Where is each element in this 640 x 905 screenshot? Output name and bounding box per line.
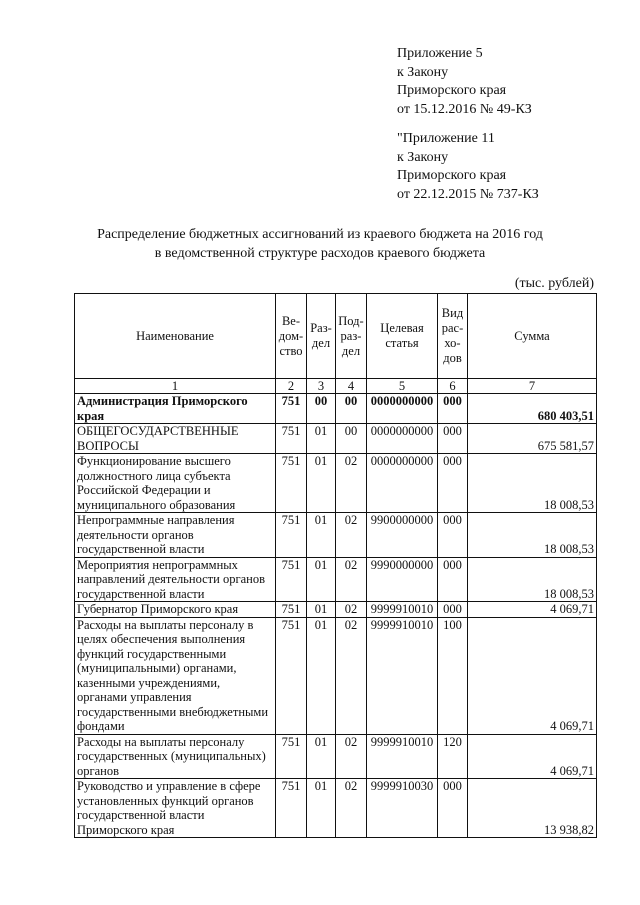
- appendix-line: к Закону: [397, 64, 449, 80]
- row-name: Администрация Приморского края: [75, 394, 276, 424]
- row-exp-type: 000: [438, 454, 468, 513]
- row-subsection: 02: [336, 557, 367, 602]
- row-exp-type: 000: [438, 779, 468, 838]
- table-row: [75, 602, 597, 618]
- row-exp-type: 100: [438, 617, 468, 734]
- appendix-current-block: [397, 45, 532, 119]
- row-sum: 13 938,82: [468, 779, 597, 838]
- row-dept: 751: [276, 513, 307, 558]
- row-sum: 4 069,71: [468, 602, 597, 618]
- header-section: Раз- дел: [307, 294, 336, 379]
- appendix-line: от 15.12.2016 № 49-КЗ: [397, 101, 532, 117]
- row-section: 01: [307, 424, 336, 454]
- row-section: 01: [307, 454, 336, 513]
- row-exp-type: 000: [438, 557, 468, 602]
- row-dept: 751: [276, 779, 307, 838]
- appendix-line: "Приложение 11: [397, 131, 495, 146]
- table-row: [75, 424, 597, 454]
- row-subsection: 02: [336, 513, 367, 558]
- appendix-line: Приморского края: [397, 83, 507, 98]
- row-name: Функционирование высшего должностного лица субъекта Российской Федерации и муниципального образования: [75, 454, 276, 513]
- row-section: 01: [307, 617, 336, 734]
- row-sum: 680 403,51: [468, 394, 597, 424]
- row-target: 0000000000: [367, 394, 438, 424]
- header-target: Целевая статья: [367, 294, 438, 379]
- table-row: [75, 779, 597, 838]
- units-label: (тыс. рублей): [514, 276, 594, 291]
- row-exp-type: 000: [438, 602, 468, 618]
- row-subsection: 02: [336, 734, 367, 779]
- appendix-line: к Закону: [397, 149, 449, 165]
- column-number: 7: [468, 379, 597, 394]
- appendix-line: Приморского края: [397, 168, 507, 183]
- column-number: 2: [276, 379, 307, 394]
- column-number: 1: [75, 379, 276, 394]
- row-dept: 751: [276, 734, 307, 779]
- column-number: 3: [307, 379, 336, 394]
- table-row: [75, 734, 597, 779]
- row-subsection: 02: [336, 602, 367, 618]
- row-sum: 18 008,53: [468, 557, 597, 602]
- appendix-line: от 22.12.2015 № 737-КЗ: [397, 186, 539, 202]
- header-subsection: Под- раз- дел: [336, 294, 367, 379]
- row-sum: 4 069,71: [468, 617, 597, 734]
- row-dept: 751: [276, 424, 307, 454]
- header-dept: Ве- дом- ство: [276, 294, 307, 379]
- row-name: Руководство и управление в сфере установленных функций органов государственной власти Приморского края: [75, 779, 276, 838]
- row-target: 9999910010: [367, 617, 438, 734]
- header-name: Наименование: [75, 294, 276, 379]
- column-number: 6: [438, 379, 468, 394]
- row-sum: 18 008,53: [468, 454, 597, 513]
- row-subsection: 00: [336, 394, 367, 424]
- appendix-original-block: [397, 130, 539, 204]
- row-dept: 751: [276, 454, 307, 513]
- row-exp-type: 120: [438, 734, 468, 779]
- table-row: [75, 617, 597, 734]
- row-subsection: 02: [336, 617, 367, 734]
- row-target: 9999910010: [367, 734, 438, 779]
- column-number: 5: [367, 379, 438, 394]
- row-exp-type: 000: [438, 513, 468, 558]
- table-row: [75, 557, 597, 602]
- row-dept: 751: [276, 617, 307, 734]
- row-dept: 751: [276, 557, 307, 602]
- column-number-row: [75, 379, 597, 394]
- table-row: [75, 454, 597, 513]
- row-dept: 751: [276, 602, 307, 618]
- row-sum: 675 581,57: [468, 424, 597, 454]
- row-section: 01: [307, 513, 336, 558]
- row-section: 01: [307, 557, 336, 602]
- header-sum: Сумма: [468, 294, 597, 379]
- row-target: 9999910010: [367, 602, 438, 618]
- row-target: 0000000000: [367, 424, 438, 454]
- row-subsection: 00: [336, 424, 367, 454]
- row-exp-type: 000: [438, 424, 468, 454]
- row-target: 9999910030: [367, 779, 438, 838]
- row-dept: 751: [276, 394, 307, 424]
- row-section: 00: [307, 394, 336, 424]
- row-target: 0000000000: [367, 454, 438, 513]
- row-target: 9900000000: [367, 513, 438, 558]
- row-exp-type: 000: [438, 394, 468, 424]
- row-section: 01: [307, 602, 336, 618]
- row-sum: 18 008,53: [468, 513, 597, 558]
- table-row: [75, 394, 597, 424]
- row-sum: 4 069,71: [468, 734, 597, 779]
- column-number: 4: [336, 379, 367, 394]
- row-name: Губернатор Приморского края: [75, 602, 276, 618]
- row-name: Расходы на выплаты персоналу государственных (муниципальных) органов: [75, 734, 276, 779]
- row-section: 01: [307, 779, 336, 838]
- row-name: Мероприятия непрограммных направлений деятельности органов государственной власти: [75, 557, 276, 602]
- row-name: ОБЩЕГОСУДАРСТВЕННЫЕ ВОПРОСЫ: [75, 424, 276, 454]
- title-line-1: Распределение бюджетных ассигнований из краевого бюджета на 2016 год: [97, 227, 543, 242]
- budget-table: [74, 293, 597, 838]
- header-row: [75, 294, 597, 379]
- header-exp-type: Вид рас- хо- дов: [438, 294, 468, 379]
- row-name: Непрограммные направления деятельности органов государственной власти: [75, 513, 276, 558]
- row-subsection: 02: [336, 779, 367, 838]
- title-line-2: в ведомственной структуре расходов краевого бюджета: [154, 246, 486, 261]
- row-target: 9990000000: [367, 557, 438, 602]
- appendix-line: Приложение 5: [397, 46, 483, 61]
- row-section: 01: [307, 734, 336, 779]
- row-subsection: 02: [336, 454, 367, 513]
- document-title: [0, 225, 640, 263]
- table-row: [75, 513, 597, 558]
- row-name: Расходы на выплаты персоналу в целях обеспечения выполнения функций государственными (муниципальными) органами, казенными учреждениями, органами управления государственными внебюджетными фондами: [75, 617, 276, 734]
